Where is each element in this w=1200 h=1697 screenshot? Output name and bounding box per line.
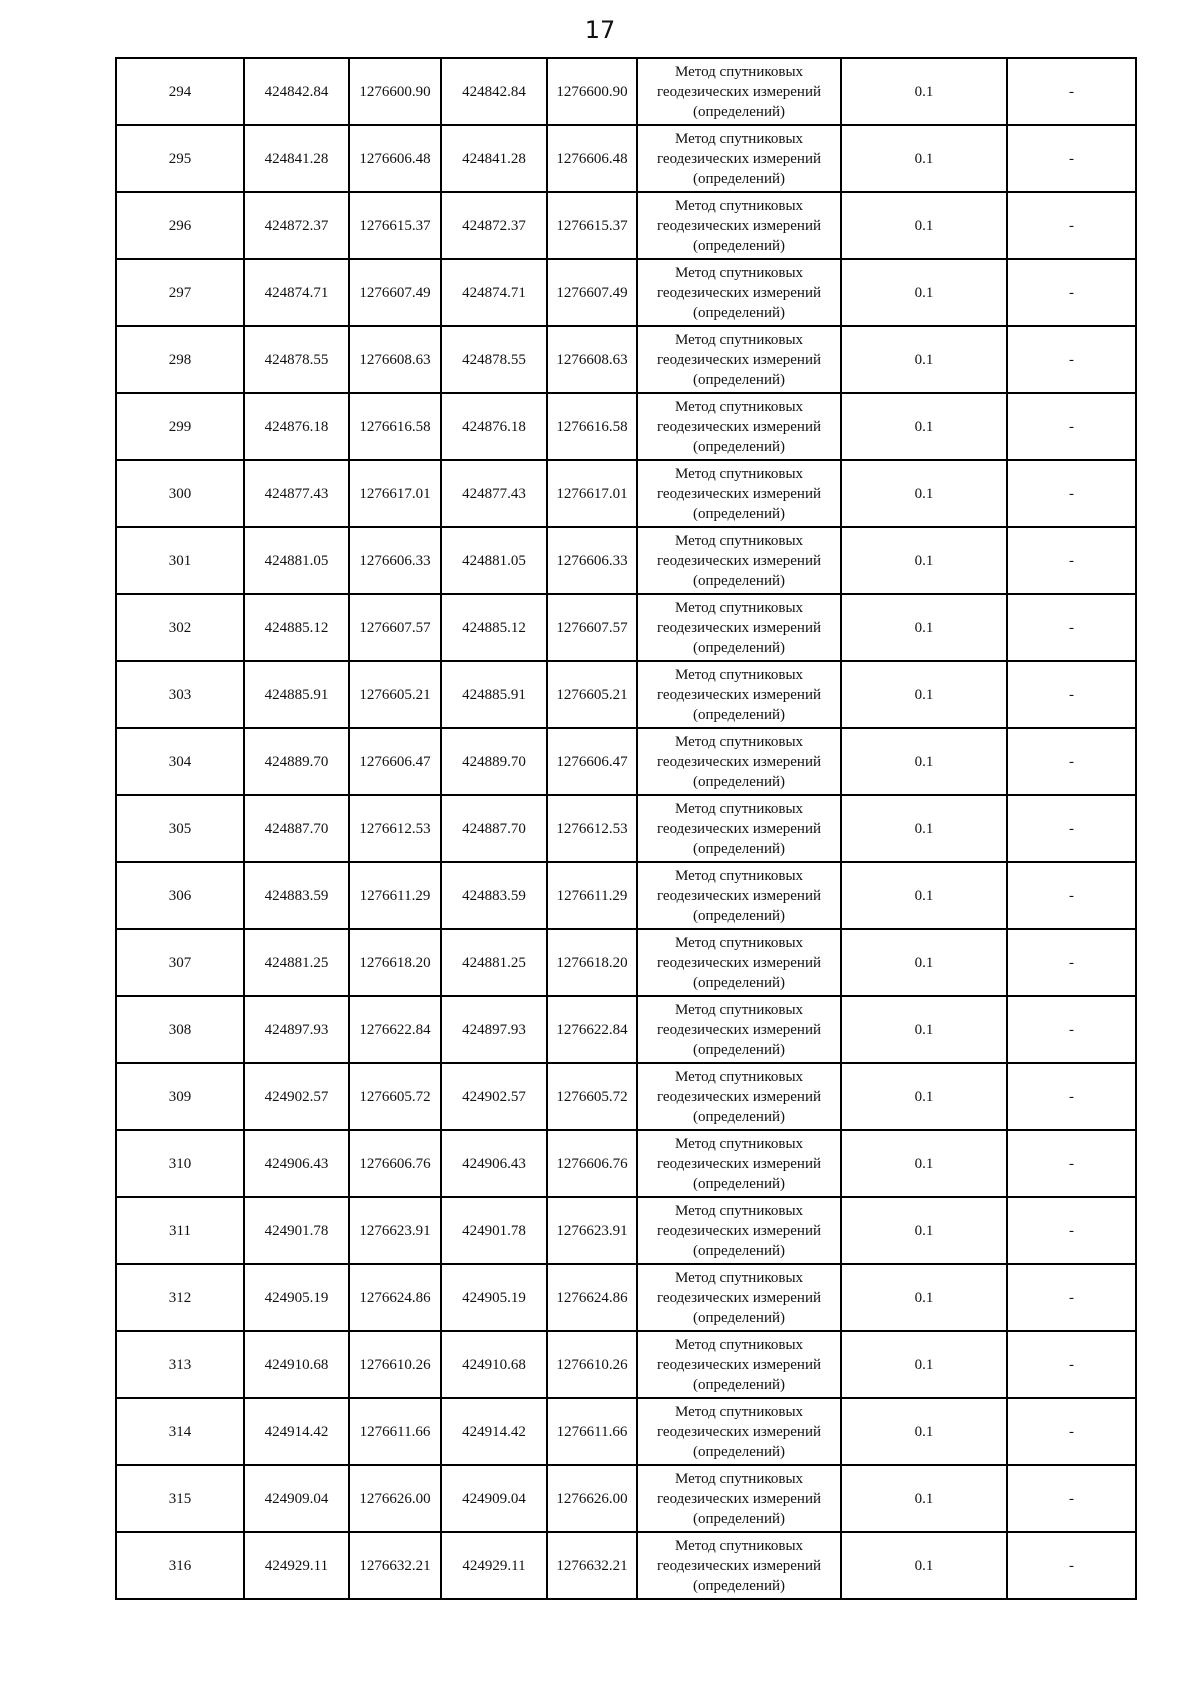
point-number-cell: 314 [116, 1398, 244, 1465]
method-line: (определений) [693, 1108, 785, 1125]
point-number-cell: 296 [116, 192, 244, 259]
refined-y-cell: 1276607.57 [547, 594, 637, 661]
point-number-cell: 300 [116, 460, 244, 527]
point-number-cell: 295 [116, 125, 244, 192]
method-line: геодезических измерений [656, 1289, 822, 1306]
method-line: (определений) [693, 1510, 785, 1527]
refined-y-cell: 1276615.37 [547, 192, 637, 259]
method-line: (определений) [693, 438, 785, 455]
note-cell: - [1007, 460, 1136, 527]
method-line: (определений) [693, 237, 785, 254]
accuracy-cell: 0.1 [841, 795, 1007, 862]
refined-x-cell: 424889.70 [441, 728, 547, 795]
note-cell: - [1007, 594, 1136, 661]
table-row [116, 125, 1136, 192]
method-cell [637, 795, 841, 862]
method-line: Метод спутниковых [674, 1537, 804, 1554]
existing-x-cell: 424841.28 [244, 125, 349, 192]
note-cell: - [1007, 1465, 1136, 1532]
method-line: геодезических измерений [656, 418, 822, 435]
refined-y-cell: 1276611.29 [547, 862, 637, 929]
method-cell [637, 1331, 841, 1398]
point-number-cell: 302 [116, 594, 244, 661]
refined-x-cell: 424909.04 [441, 1465, 547, 1532]
accuracy-cell: 0.1 [841, 259, 1007, 326]
method-line: Метод спутниковых [674, 532, 804, 549]
method-line: геодезических измерений [656, 1356, 822, 1373]
point-number-cell: 307 [116, 929, 244, 996]
method-line: геодезических измерений [656, 954, 822, 971]
method-line: геодезических измерений [656, 83, 822, 100]
point-number-cell: 304 [116, 728, 244, 795]
method-line: (определений) [693, 1242, 785, 1259]
method-line: геодезических измерений [656, 887, 822, 904]
accuracy-cell: 0.1 [841, 1264, 1007, 1331]
point-number-cell: 308 [116, 996, 244, 1063]
existing-y-cell: 1276606.33 [349, 527, 441, 594]
refined-x-cell: 424841.28 [441, 125, 547, 192]
method-line: Метод спутниковых [674, 1202, 804, 1219]
existing-x-cell: 424929.11 [244, 1532, 349, 1599]
note-cell: - [1007, 1331, 1136, 1398]
method-line: Метод спутниковых [674, 666, 804, 683]
accuracy-cell: 0.1 [841, 594, 1007, 661]
accuracy-cell: 0.1 [841, 1197, 1007, 1264]
refined-x-cell: 424878.55 [441, 326, 547, 393]
table-row [116, 1130, 1136, 1197]
existing-y-cell: 1276615.37 [349, 192, 441, 259]
point-number-cell: 315 [116, 1465, 244, 1532]
existing-y-cell: 1276623.91 [349, 1197, 441, 1264]
note-cell: - [1007, 125, 1136, 192]
method-line: геодезических измерений [656, 1222, 822, 1239]
method-cell [637, 393, 841, 460]
method-line: геодезических измерений [656, 619, 822, 636]
method-line: Метод спутниковых [674, 197, 804, 214]
point-number-cell: 309 [116, 1063, 244, 1130]
note-cell: - [1007, 929, 1136, 996]
refined-y-cell: 1276626.00 [547, 1465, 637, 1532]
table-row [116, 460, 1136, 527]
existing-y-cell: 1276606.47 [349, 728, 441, 795]
table-row [116, 1532, 1136, 1599]
method-line: (определений) [693, 371, 785, 388]
method-line: (определений) [693, 1577, 785, 1594]
method-line: геодезических измерений [656, 753, 822, 770]
note-cell: - [1007, 1130, 1136, 1197]
refined-x-cell: 424910.68 [441, 1331, 547, 1398]
existing-x-cell: 424905.19 [244, 1264, 349, 1331]
method-line: геодезических измерений [656, 485, 822, 502]
existing-y-cell: 1276607.57 [349, 594, 441, 661]
refined-x-cell: 424897.93 [441, 996, 547, 1063]
method-cell [637, 460, 841, 527]
method-cell [637, 192, 841, 259]
refined-y-cell: 1276608.63 [547, 326, 637, 393]
method-line: (определений) [693, 170, 785, 187]
method-line: Метод спутниковых [674, 934, 804, 951]
existing-y-cell: 1276608.63 [349, 326, 441, 393]
refined-y-cell: 1276606.76 [547, 1130, 637, 1197]
table-row [116, 1465, 1136, 1532]
accuracy-cell: 0.1 [841, 125, 1007, 192]
method-cell [637, 929, 841, 996]
table-row [116, 326, 1136, 393]
note-cell: - [1007, 661, 1136, 728]
accuracy-cell: 0.1 [841, 527, 1007, 594]
table-body [116, 58, 1136, 1599]
table-row [116, 393, 1136, 460]
method-line: (определений) [693, 1041, 785, 1058]
method-line: геодезических измерений [656, 686, 822, 703]
existing-x-cell: 424877.43 [244, 460, 349, 527]
table-row [116, 728, 1136, 795]
method-line: (определений) [693, 840, 785, 857]
method-line: (определений) [693, 103, 785, 120]
method-cell [637, 862, 841, 929]
refined-y-cell: 1276606.33 [547, 527, 637, 594]
existing-y-cell: 1276611.66 [349, 1398, 441, 1465]
coordinates-table [115, 57, 1137, 1600]
table-row [116, 1264, 1136, 1331]
existing-x-cell: 424902.57 [244, 1063, 349, 1130]
existing-x-cell: 424842.84 [244, 58, 349, 125]
note-cell: - [1007, 192, 1136, 259]
existing-y-cell: 1276616.58 [349, 393, 441, 460]
method-line: (определений) [693, 639, 785, 656]
method-line: (определений) [693, 706, 785, 723]
refined-y-cell: 1276617.01 [547, 460, 637, 527]
existing-x-cell: 424910.68 [244, 1331, 349, 1398]
refined-x-cell: 424881.25 [441, 929, 547, 996]
point-number-cell: 298 [116, 326, 244, 393]
method-cell [637, 1130, 841, 1197]
note-cell: - [1007, 527, 1136, 594]
method-cell [637, 58, 841, 125]
method-line: геодезических измерений [656, 1155, 822, 1172]
refined-y-cell: 1276624.86 [547, 1264, 637, 1331]
refined-y-cell: 1276623.91 [547, 1197, 637, 1264]
accuracy-cell: 0.1 [841, 460, 1007, 527]
point-number-cell: 316 [116, 1532, 244, 1599]
note-cell: - [1007, 795, 1136, 862]
point-number-cell: 306 [116, 862, 244, 929]
method-cell [637, 1532, 841, 1599]
method-line: геодезических измерений [656, 1490, 822, 1507]
refined-x-cell: 424929.11 [441, 1532, 547, 1599]
accuracy-cell: 0.1 [841, 393, 1007, 460]
refined-x-cell: 424906.43 [441, 1130, 547, 1197]
method-line: геодезических измерений [656, 1021, 822, 1038]
refined-x-cell: 424914.42 [441, 1398, 547, 1465]
method-cell [637, 1197, 841, 1264]
accuracy-cell: 0.1 [841, 1063, 1007, 1130]
refined-x-cell: 424902.57 [441, 1063, 547, 1130]
refined-x-cell: 424874.71 [441, 259, 547, 326]
note-cell: - [1007, 326, 1136, 393]
existing-x-cell: 424878.55 [244, 326, 349, 393]
method-line: Метод спутниковых [674, 1336, 804, 1353]
refined-y-cell: 1276618.20 [547, 929, 637, 996]
refined-x-cell: 424876.18 [441, 393, 547, 460]
note-cell: - [1007, 862, 1136, 929]
note-cell: - [1007, 1398, 1136, 1465]
method-line: Метод спутниковых [674, 63, 804, 80]
table-row [116, 58, 1136, 125]
existing-y-cell: 1276622.84 [349, 996, 441, 1063]
method-line: (определений) [693, 1175, 785, 1192]
existing-y-cell: 1276626.00 [349, 1465, 441, 1532]
method-line: геодезических измерений [656, 217, 822, 234]
method-line: (определений) [693, 773, 785, 790]
refined-x-cell: 424905.19 [441, 1264, 547, 1331]
method-cell [637, 125, 841, 192]
table-row [116, 527, 1136, 594]
method-line: (определений) [693, 1309, 785, 1326]
refined-y-cell: 1276611.66 [547, 1398, 637, 1465]
existing-x-cell: 424874.71 [244, 259, 349, 326]
existing-y-cell: 1276606.48 [349, 125, 441, 192]
point-number-cell: 313 [116, 1331, 244, 1398]
existing-x-cell: 424914.42 [244, 1398, 349, 1465]
existing-x-cell: 424872.37 [244, 192, 349, 259]
table-row [116, 661, 1136, 728]
point-number-cell: 311 [116, 1197, 244, 1264]
refined-y-cell: 1276606.47 [547, 728, 637, 795]
refined-y-cell: 1276605.21 [547, 661, 637, 728]
refined-y-cell: 1276606.48 [547, 125, 637, 192]
method-cell [637, 326, 841, 393]
accuracy-cell: 0.1 [841, 862, 1007, 929]
note-cell: - [1007, 393, 1136, 460]
accuracy-cell: 0.1 [841, 1465, 1007, 1532]
method-cell [637, 594, 841, 661]
refined-x-cell: 424885.12 [441, 594, 547, 661]
table-row [116, 1398, 1136, 1465]
method-line: (определений) [693, 505, 785, 522]
refined-y-cell: 1276610.26 [547, 1331, 637, 1398]
method-line: геодезических измерений [656, 284, 822, 301]
accuracy-cell: 0.1 [841, 192, 1007, 259]
point-number-cell: 305 [116, 795, 244, 862]
refined-x-cell: 424887.70 [441, 795, 547, 862]
method-line: Метод спутниковых [674, 733, 804, 750]
method-line: Метод спутниковых [674, 1403, 804, 1420]
method-line: Метод спутниковых [674, 599, 804, 616]
method-line: геодезических измерений [656, 1088, 822, 1105]
refined-y-cell: 1276616.58 [547, 393, 637, 460]
accuracy-cell: 0.1 [841, 58, 1007, 125]
method-line: Метод спутниковых [674, 867, 804, 884]
existing-x-cell: 424881.25 [244, 929, 349, 996]
method-cell [637, 661, 841, 728]
accuracy-cell: 0.1 [841, 1130, 1007, 1197]
existing-x-cell: 424881.05 [244, 527, 349, 594]
method-cell [637, 1063, 841, 1130]
refined-y-cell: 1276612.53 [547, 795, 637, 862]
existing-y-cell: 1276611.29 [349, 862, 441, 929]
note-cell: - [1007, 1532, 1136, 1599]
method-cell [637, 1398, 841, 1465]
method-line: геодезических измерений [656, 820, 822, 837]
method-line: Метод спутниковых [674, 1001, 804, 1018]
method-line: геодезических измерений [656, 1423, 822, 1440]
accuracy-cell: 0.1 [841, 326, 1007, 393]
refined-y-cell: 1276632.21 [547, 1532, 637, 1599]
existing-y-cell: 1276612.53 [349, 795, 441, 862]
table-row [116, 795, 1136, 862]
method-line: Метод спутниковых [674, 1068, 804, 1085]
table-row [116, 594, 1136, 661]
method-line: геодезических измерений [656, 552, 822, 569]
point-number-cell: 297 [116, 259, 244, 326]
point-number-cell: 294 [116, 58, 244, 125]
method-line: Метод спутниковых [674, 1269, 804, 1286]
table-row [116, 192, 1136, 259]
existing-x-cell: 424901.78 [244, 1197, 349, 1264]
existing-x-cell: 424897.93 [244, 996, 349, 1063]
refined-x-cell: 424901.78 [441, 1197, 547, 1264]
method-line: (определений) [693, 974, 785, 991]
point-number-cell: 299 [116, 393, 244, 460]
refined-x-cell: 424885.91 [441, 661, 547, 728]
existing-y-cell: 1276600.90 [349, 58, 441, 125]
existing-y-cell: 1276617.01 [349, 460, 441, 527]
existing-y-cell: 1276618.20 [349, 929, 441, 996]
existing-y-cell: 1276607.49 [349, 259, 441, 326]
refined-x-cell: 424883.59 [441, 862, 547, 929]
method-line: Метод спутниковых [674, 1135, 804, 1152]
method-line: Метод спутниковых [674, 398, 804, 415]
accuracy-cell: 0.1 [841, 728, 1007, 795]
refined-x-cell: 424877.43 [441, 460, 547, 527]
existing-y-cell: 1276632.21 [349, 1532, 441, 1599]
table-row [116, 259, 1136, 326]
table-row [116, 862, 1136, 929]
method-line: геодезических измерений [656, 150, 822, 167]
note-cell: - [1007, 1264, 1136, 1331]
accuracy-cell: 0.1 [841, 929, 1007, 996]
existing-x-cell: 424906.43 [244, 1130, 349, 1197]
point-number-cell: 312 [116, 1264, 244, 1331]
existing-x-cell: 424883.59 [244, 862, 349, 929]
method-cell [637, 1465, 841, 1532]
note-cell: - [1007, 996, 1136, 1063]
method-line: Метод спутниковых [674, 800, 804, 817]
method-line: Метод спутниковых [674, 1470, 804, 1487]
point-number-cell: 303 [116, 661, 244, 728]
page-number: 17 [584, 16, 616, 44]
method-line: (определений) [693, 907, 785, 924]
refined-x-cell: 424881.05 [441, 527, 547, 594]
method-cell [637, 996, 841, 1063]
method-line: (определений) [693, 1376, 785, 1393]
method-line: Метод спутниковых [674, 264, 804, 281]
method-line: Метод спутниковых [674, 130, 804, 147]
table-row [116, 1331, 1136, 1398]
existing-y-cell: 1276605.72 [349, 1063, 441, 1130]
existing-x-cell: 424876.18 [244, 393, 349, 460]
refined-x-cell: 424842.84 [441, 58, 547, 125]
existing-y-cell: 1276606.76 [349, 1130, 441, 1197]
method-line: (определений) [693, 304, 785, 321]
method-cell [637, 527, 841, 594]
refined-y-cell: 1276600.90 [547, 58, 637, 125]
note-cell: - [1007, 1197, 1136, 1264]
refined-y-cell: 1276607.49 [547, 259, 637, 326]
method-line: Метод спутниковых [674, 465, 804, 482]
method-line: (определений) [693, 1443, 785, 1460]
table-row [116, 929, 1136, 996]
table-row [116, 1063, 1136, 1130]
method-cell [637, 1264, 841, 1331]
note-cell: - [1007, 58, 1136, 125]
method-line: геодезических измерений [656, 351, 822, 368]
refined-y-cell: 1276605.72 [547, 1063, 637, 1130]
method-line: (определений) [693, 572, 785, 589]
existing-x-cell: 424889.70 [244, 728, 349, 795]
refined-x-cell: 424872.37 [441, 192, 547, 259]
method-cell [637, 728, 841, 795]
existing-x-cell: 424885.91 [244, 661, 349, 728]
existing-x-cell: 424887.70 [244, 795, 349, 862]
existing-x-cell: 424885.12 [244, 594, 349, 661]
table-row [116, 1197, 1136, 1264]
accuracy-cell: 0.1 [841, 1331, 1007, 1398]
method-cell [637, 259, 841, 326]
accuracy-cell: 0.1 [841, 1398, 1007, 1465]
method-line: Метод спутниковых [674, 331, 804, 348]
existing-y-cell: 1276624.86 [349, 1264, 441, 1331]
point-number-cell: 310 [116, 1130, 244, 1197]
refined-y-cell: 1276622.84 [547, 996, 637, 1063]
existing-y-cell: 1276610.26 [349, 1331, 441, 1398]
method-line: геодезических измерений [656, 1557, 822, 1574]
note-cell: - [1007, 259, 1136, 326]
accuracy-cell: 0.1 [841, 1532, 1007, 1599]
accuracy-cell: 0.1 [841, 996, 1007, 1063]
existing-x-cell: 424909.04 [244, 1465, 349, 1532]
note-cell: - [1007, 1063, 1136, 1130]
point-number-cell: 301 [116, 527, 244, 594]
accuracy-cell: 0.1 [841, 661, 1007, 728]
note-cell: - [1007, 728, 1136, 795]
existing-y-cell: 1276605.21 [349, 661, 441, 728]
table-row [116, 996, 1136, 1063]
